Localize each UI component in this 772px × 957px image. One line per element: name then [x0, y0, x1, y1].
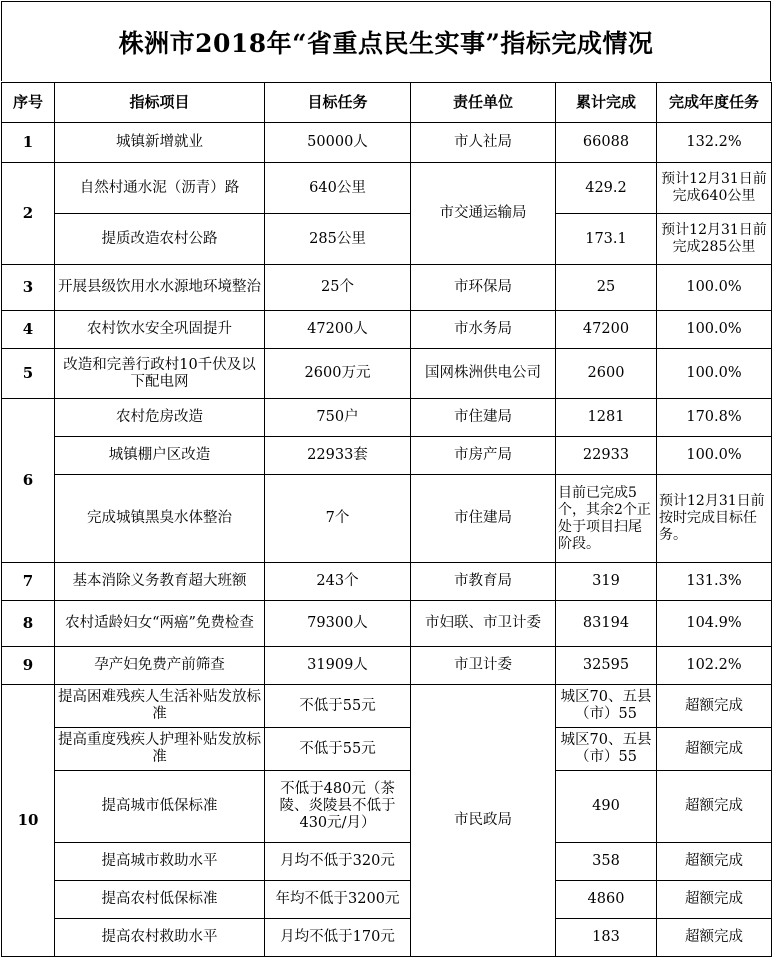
- row-item: 自然村通水泥（沥青）路: [55, 163, 265, 214]
- row-item: 提质改造农村公路: [55, 214, 265, 265]
- row-unit: 市住建局: [411, 399, 556, 437]
- row-done: 目前已完成5个，其余2个正处于项目扫尾阶段。: [556, 475, 657, 563]
- row-done: 22933: [556, 437, 657, 475]
- row-rate: 170.8%: [657, 399, 772, 437]
- row-seq: 1: [2, 123, 55, 163]
- row-rate: 100.0%: [657, 437, 772, 475]
- table-row: [2, 214, 772, 265]
- row-item: 农村饮水安全巩固提升: [55, 311, 265, 349]
- table-row: [2, 123, 772, 163]
- indicator-table: [1, 82, 772, 957]
- row-seq: 5: [2, 349, 55, 399]
- table-row: [2, 843, 772, 881]
- row-done: 319: [556, 563, 657, 601]
- row-item: 城镇新增就业: [55, 123, 265, 163]
- row-unit: 市房产局: [411, 437, 556, 475]
- row-item: 提高城市低保标准: [55, 771, 265, 843]
- row-target: 285公里: [265, 214, 411, 265]
- row-unit: 市民政局: [411, 685, 556, 957]
- row-seq: 7: [2, 563, 55, 601]
- header-item: 指标项目: [55, 83, 265, 123]
- row-item: 提高重度残疾人护理补贴发放标准: [55, 728, 265, 771]
- row-item: 提高农村救助水平: [55, 919, 265, 957]
- row-rate: 超额完成: [657, 881, 772, 919]
- row-rate: 131.3%: [657, 563, 772, 601]
- row-done: 25: [556, 265, 657, 311]
- row-done: 32595: [556, 647, 657, 685]
- row-target: 不低于55元: [265, 728, 411, 771]
- table-row: [2, 437, 772, 475]
- table-row: [2, 647, 772, 685]
- row-item: 完成城镇黑臭水体整治: [55, 475, 265, 563]
- row-target: 7个: [265, 475, 411, 563]
- row-unit: 市交通运输局: [411, 163, 556, 265]
- row-done: 429.2: [556, 163, 657, 214]
- row-done: 城区70、五县（市）55: [556, 728, 657, 771]
- row-target: 年均不低于3200元: [265, 881, 411, 919]
- row-target: 31909人: [265, 647, 411, 685]
- row-target: 243个: [265, 563, 411, 601]
- row-seq: 4: [2, 311, 55, 349]
- row-rate: 104.9%: [657, 601, 772, 647]
- table-row: [2, 601, 772, 647]
- table-row: [2, 399, 772, 437]
- table-row: [2, 563, 772, 601]
- table-row: [2, 685, 772, 728]
- row-rate: 100.0%: [657, 349, 772, 399]
- row-target: 月均不低于170元: [265, 919, 411, 957]
- row-rate: 超额完成: [657, 685, 772, 728]
- row-rate: 100.0%: [657, 311, 772, 349]
- row-rate: 预计12月31日前按时完成目标任务。: [657, 475, 772, 563]
- header-target: 目标任务: [265, 83, 411, 123]
- row-rate: 102.2%: [657, 647, 772, 685]
- row-seq: 3: [2, 265, 55, 311]
- row-rate: 超额完成: [657, 728, 772, 771]
- row-item: 开展县级饮用水水源地环境整治: [55, 265, 265, 311]
- header-row: [2, 83, 772, 123]
- row-item: 城镇棚户区改造: [55, 437, 265, 475]
- row-rate: 132.2%: [657, 123, 772, 163]
- row-target: 750户: [265, 399, 411, 437]
- row-rate: 超额完成: [657, 843, 772, 881]
- row-rate: 超额完成: [657, 919, 772, 957]
- header-rate: 完成年度任务: [657, 83, 772, 123]
- table-row: [2, 919, 772, 957]
- table-row: [2, 728, 772, 771]
- header-done: 累计完成: [556, 83, 657, 123]
- row-unit: 市卫计委: [411, 647, 556, 685]
- row-item: 农村危房改造: [55, 399, 265, 437]
- row-done: 173.1: [556, 214, 657, 265]
- row-target: 月均不低于320元: [265, 843, 411, 881]
- row-target: 不低于55元: [265, 685, 411, 728]
- row-target: 不低于480元（茶陵、炎陵县不低于430元/月）: [265, 771, 411, 843]
- row-done: 83194: [556, 601, 657, 647]
- row-seq: 9: [2, 647, 55, 685]
- row-done: 183: [556, 919, 657, 957]
- row-item: 改造和完善行政村10千伏及以下配电网: [55, 349, 265, 399]
- row-done: 2600: [556, 349, 657, 399]
- row-seq: 2: [2, 163, 55, 265]
- row-target: 47200人: [265, 311, 411, 349]
- row-done: 47200: [556, 311, 657, 349]
- page-title: 株洲市2018年“省重点民生实事”指标完成情况: [1, 1, 771, 81]
- row-unit: 市水务局: [411, 311, 556, 349]
- row-seq: 8: [2, 601, 55, 647]
- row-rate: 100.0%: [657, 265, 772, 311]
- row-item: 基本消除义务教育超大班额: [55, 563, 265, 601]
- table-row: [2, 265, 772, 311]
- table-row: [2, 349, 772, 399]
- row-target: 50000人: [265, 123, 411, 163]
- row-target: 640公里: [265, 163, 411, 214]
- row-unit: 国网株洲供电公司: [411, 349, 556, 399]
- row-item: 农村适龄妇女“两癌”免费检查: [55, 601, 265, 647]
- table-row: [2, 881, 772, 919]
- row-unit: 市住建局: [411, 475, 556, 563]
- row-item: 提高困难残疾人生活补贴发放标准: [55, 685, 265, 728]
- row-item: 提高城市救助水平: [55, 843, 265, 881]
- row-rate: 预计12月31日前完成640公里: [657, 163, 772, 214]
- row-unit: 市教育局: [411, 563, 556, 601]
- row-unit: 市环保局: [411, 265, 556, 311]
- header-seq: 序号: [2, 83, 55, 123]
- table-row: [2, 163, 772, 214]
- row-target: 25个: [265, 265, 411, 311]
- row-item: 孕产妇免费产前筛查: [55, 647, 265, 685]
- row-done: 358: [556, 843, 657, 881]
- row-target: 22933套: [265, 437, 411, 475]
- row-done: 1281: [556, 399, 657, 437]
- row-seq: 6: [2, 399, 55, 563]
- row-seq: 10: [2, 685, 55, 957]
- table-row: [2, 771, 772, 843]
- row-done: 城区70、五县（市）55: [556, 685, 657, 728]
- header-unit: 责任单位: [411, 83, 556, 123]
- row-unit: 市人社局: [411, 123, 556, 163]
- row-rate: 预计12月31日前完成285公里: [657, 214, 772, 265]
- row-unit: 市妇联、市卫计委: [411, 601, 556, 647]
- row-target: 2600万元: [265, 349, 411, 399]
- row-item: 提高农村低保标准: [55, 881, 265, 919]
- row-rate: 超额完成: [657, 771, 772, 843]
- row-target: 79300人: [265, 601, 411, 647]
- table-row: [2, 475, 772, 563]
- row-done: 66088: [556, 123, 657, 163]
- table-row: [2, 311, 772, 349]
- row-done: 4860: [556, 881, 657, 919]
- row-done: 490: [556, 771, 657, 843]
